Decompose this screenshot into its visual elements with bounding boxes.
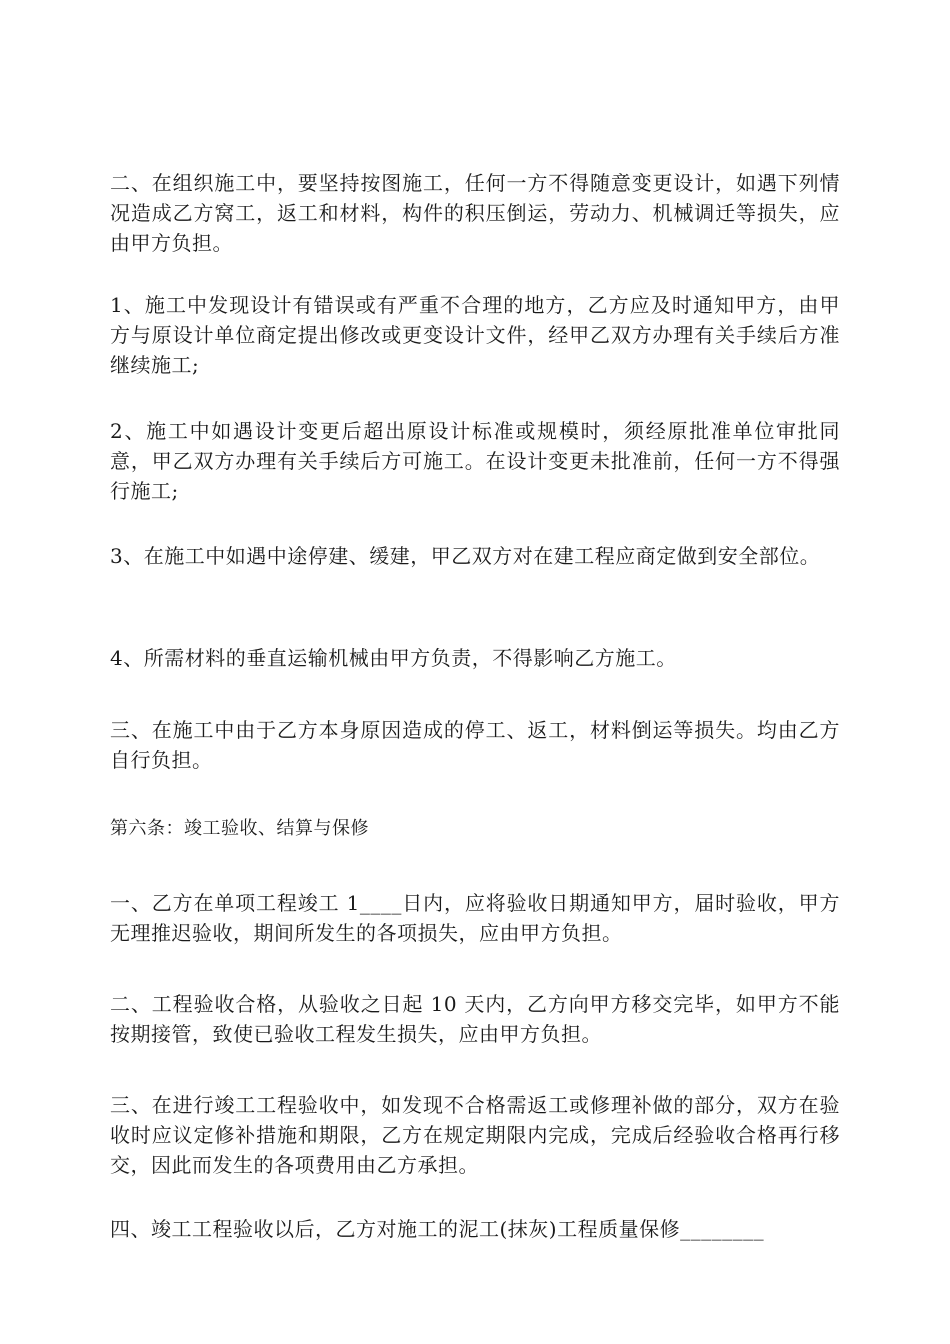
- section-heading-article-6: 第六条：竣工验收、结算与保修: [110, 818, 369, 839]
- paragraph-rework: 三、在进行竣工工程验收中，如发现不合格需返工或修理补做的部分，双方在验收时应议定修补措施和期限，乙方在规定期限内完成，完成后经验收合格再行移交，因此而发生的各项费用由乙方承担。: [110, 1093, 840, 1177]
- paragraph-contractor-loss-clause: 三、在施工中由于乙方本身原因造成的停工、返工，材料倒运等损失。均由乙方自行负担。: [110, 718, 840, 772]
- paragraph-warranty: 四、竣工工程验收以后，乙方对施工的泥工(抹灰)工程质量保修________: [110, 1217, 765, 1241]
- paragraph-item-1: 1、施工中发现设计有错误或有严重不合理的地方，乙方应及时通知甲方，由甲方与原设计单位商定提出修改或更变设计文件，经甲乙双方办理有关手续后方准继续施工;: [110, 293, 840, 377]
- paragraph-acceptance-notice: 一、乙方在单项工程竣工 1____日内，应将验收日期通知甲方，届时验收，甲方无理推迟验收，期间所发生的各项损失，应由甲方负担。: [110, 891, 840, 945]
- paragraph-item-2: 2、施工中如遇设计变更后超出原设计标准或规模时，须经原批准单位审批同意，甲乙双方办理有关手续后方可施工。在设计变更未批准前，任何一方不得强行施工;: [110, 419, 840, 503]
- paragraph-item-3: 3、在施工中如遇中途停建、缓建，甲乙双方对在建工程应商定做到安全部位。: [110, 544, 821, 568]
- paragraph-handover: 二、工程验收合格，从验收之日起 10 天内，乙方向甲方移交完毕，如甲方不能按期接管，致使已验收工程发生损失，应由甲方负担。: [110, 992, 840, 1046]
- paragraph-design-change-clause: 二、在组织施工中，要坚持按图施工，任何一方不得随意变更设计，如遇下列情况造成乙方窝工，返工和材料，构件的积压倒运，劳动力、机械调迁等损失，应由甲方负担。: [110, 171, 840, 255]
- paragraph-item-4: 4、所需材料的垂直运输机械由甲方负责，不得影响乙方施工。: [110, 646, 677, 670]
